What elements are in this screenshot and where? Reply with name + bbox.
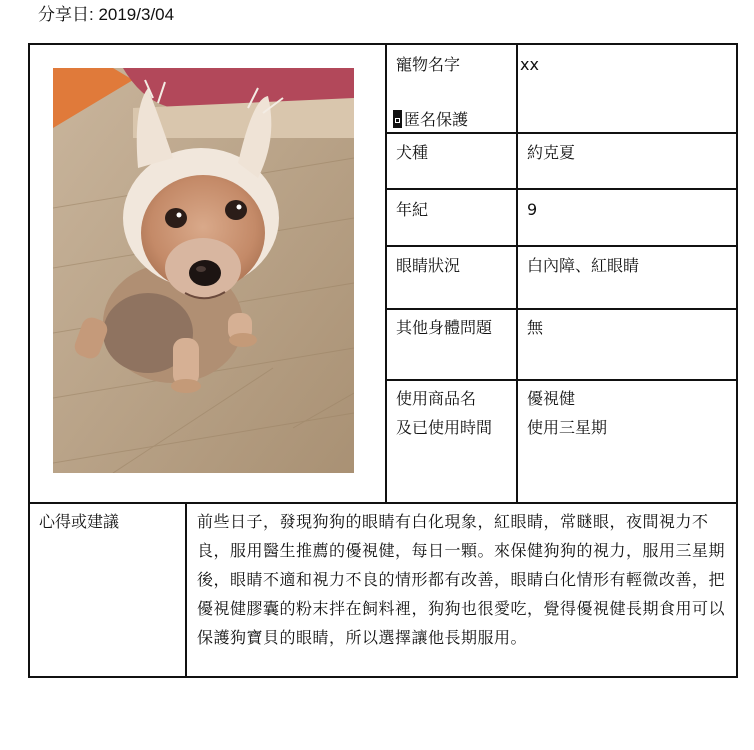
eye-condition-label: 眼睛狀況 xyxy=(396,256,461,275)
age-label: 年紀 xyxy=(396,200,429,219)
anonymous-label: 匿名保護 xyxy=(404,110,469,129)
divider-photo-right xyxy=(385,45,387,502)
pet-photo xyxy=(53,68,354,473)
other-problems-label: 其他身體問題 xyxy=(396,318,493,337)
anonymous-checkbox[interactable] xyxy=(393,110,402,128)
pet-share-form xyxy=(28,43,738,678)
pet-name-value: xx xyxy=(520,55,539,74)
feedback-label: 心得或建議 xyxy=(39,512,120,531)
divider-row-eye xyxy=(385,308,736,310)
other-problems-value: 無 xyxy=(527,318,544,337)
breed-label: 犬種 xyxy=(396,143,429,162)
product-label-line2: 及已使用時間 xyxy=(396,418,493,437)
divider-row-other xyxy=(385,379,736,381)
share-date: 分享日: 2019/3/04 xyxy=(38,5,175,24)
feedback-text: 前些日子，發現狗狗的眼睛有白化現象，紅眼睛，常瞇眼，夜間視力不良，服用醫生推薦的優視健，每日一顆。來保健狗狗的視力，服用三星期後，眼睛不適和視力不良的情形都有改善，眼睛白化情形有輕微改善，把優視健膠囊的粉末拌在飼料裡，狗狗也很愛吃，覺得優視健長期食用可以保護狗寶貝的眼睛，所以選擇讓他長期服用。 xyxy=(197,512,726,647)
pet-name-label: 寵物名字 xyxy=(396,55,461,74)
divider-row-breed xyxy=(385,188,736,190)
eye-condition-value: 白內障、紅眼睛 xyxy=(527,256,640,275)
divider-feedback-top xyxy=(30,502,736,504)
product-value-line1: 優視健 xyxy=(527,389,576,408)
breed-value: 約克夏 xyxy=(527,143,576,162)
divider-row-age xyxy=(385,245,736,247)
age-value: 9 xyxy=(527,200,538,219)
divider-label-value xyxy=(516,45,518,502)
divider-feedback-label xyxy=(185,502,187,676)
product-value-line2: 使用三星期 xyxy=(527,418,608,437)
product-label-line1: 使用商品名 xyxy=(396,389,477,408)
anonymous-protection xyxy=(393,105,468,134)
yorkshire-terrier-photo-icon xyxy=(53,68,354,473)
